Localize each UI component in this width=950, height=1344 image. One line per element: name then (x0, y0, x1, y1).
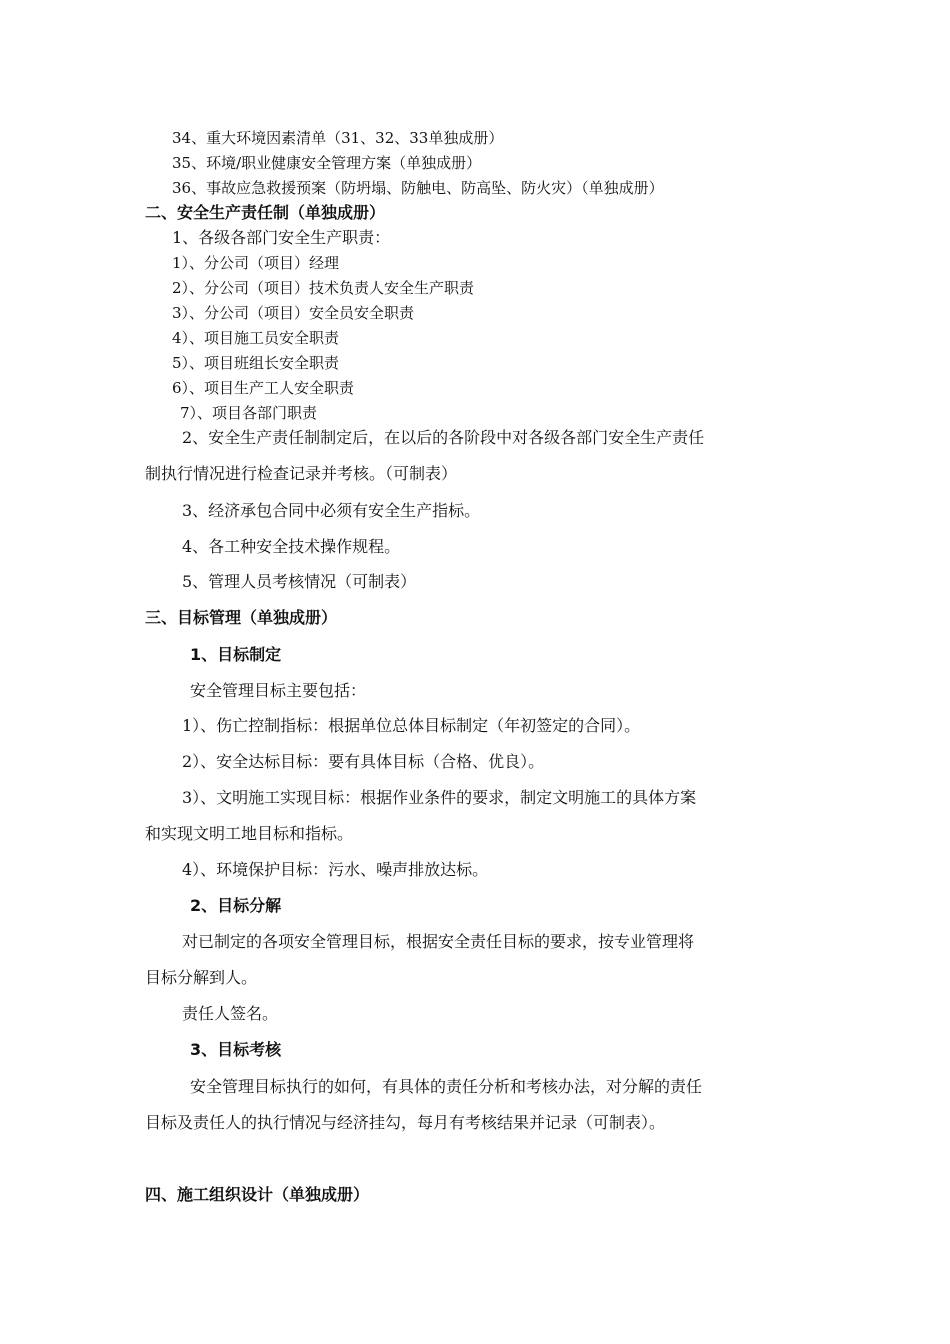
sub-item: 1）、分公司（项目）经理 (172, 254, 340, 272)
target-item: 4）、环境保护目标：污水、噪声排放达标。 (182, 860, 489, 879)
section-4-heading: 四、施工组织设计（单独成册） (145, 1185, 370, 1204)
section-3-sub-2-heading: 2、目标分解 (190, 896, 282, 915)
sub-item: 7）、项目各部门职责 (180, 404, 318, 422)
section-2-item-5: 5、管理人员考核情况（可制表） (182, 572, 417, 591)
target-item: 1）、伤亡控制指标：根据单位总体目标制定（年初签定的合同）。 (182, 716, 641, 735)
section-3-sub-1-intro: 安全管理目标主要包括： (190, 681, 367, 700)
target-item: 2）、安全达标目标：要有具体目标（合格、优良）。 (182, 752, 545, 771)
section-2-item-1: 1、各级各部门安全生产职责： (172, 228, 391, 247)
sub-item: 3）、分公司（项目）安全员安全职责 (172, 304, 415, 322)
section-2-item-2: 2、安全生产责任制制定后，在以后的各阶段中对各级各部门安全生产责任 (182, 428, 705, 447)
list-item-34: 34、重大环境因素清单（31、32、33单独成册） (172, 129, 504, 147)
sub-item: 5）、项目班组长安全职责 (172, 354, 340, 372)
section-3-sub-3-heading: 3、目标考核 (190, 1040, 282, 1059)
section-3-sub-3-text: 安全管理目标执行的如何，有具体的责任分析和考核办法，对分解的责任 (190, 1077, 703, 1096)
section-2-item-2-cont: 制执行情况进行检查记录并考核。（可制表） (145, 464, 458, 483)
target-item: 3）、文明施工实现目标：根据作业条件的要求，制定文明施工的具体方案 (182, 788, 697, 807)
sub-item: 6）、项目生产工人安全职责 (172, 379, 355, 397)
list-item-36: 36、事故应急救援预案（防坍塌、防触电、防高坠、防火灾）（单独成册） (172, 179, 664, 197)
signature-note: 责任人签名。 (182, 1004, 279, 1023)
list-item-35: 35、环境/职业健康安全管理方案（单独成册） (172, 154, 482, 172)
section-3-sub-1-heading: 1、目标制定 (190, 645, 282, 664)
section-2-heading: 二、安全生产责任制（单独成册） (145, 203, 386, 222)
target-item-cont: 和实现文明工地目标和指标。 (145, 824, 354, 843)
section-3-sub-2-text: 对已制定的各项安全管理目标，根据安全责任目标的要求，按专业管理将 (182, 932, 695, 951)
section-2-item-3: 3、经济承包合同中必须有安全生产指标。 (182, 501, 481, 520)
sub-item: 4）、项目施工员安全职责 (172, 329, 340, 347)
section-3-heading: 三、目标管理（单独成册） (145, 608, 338, 627)
section-3-sub-3-text-cont: 目标及责任人的执行情况与经济挂勾，每月有考核结果并记录（可制表）。 (145, 1113, 666, 1132)
section-2-item-4: 4、各工种安全技术操作规程。 (182, 537, 401, 556)
sub-item: 2）、分公司（项目）技术负责人安全生产职责 (172, 279, 475, 297)
section-3-sub-2-text-cont: 目标分解到人。 (145, 968, 258, 987)
